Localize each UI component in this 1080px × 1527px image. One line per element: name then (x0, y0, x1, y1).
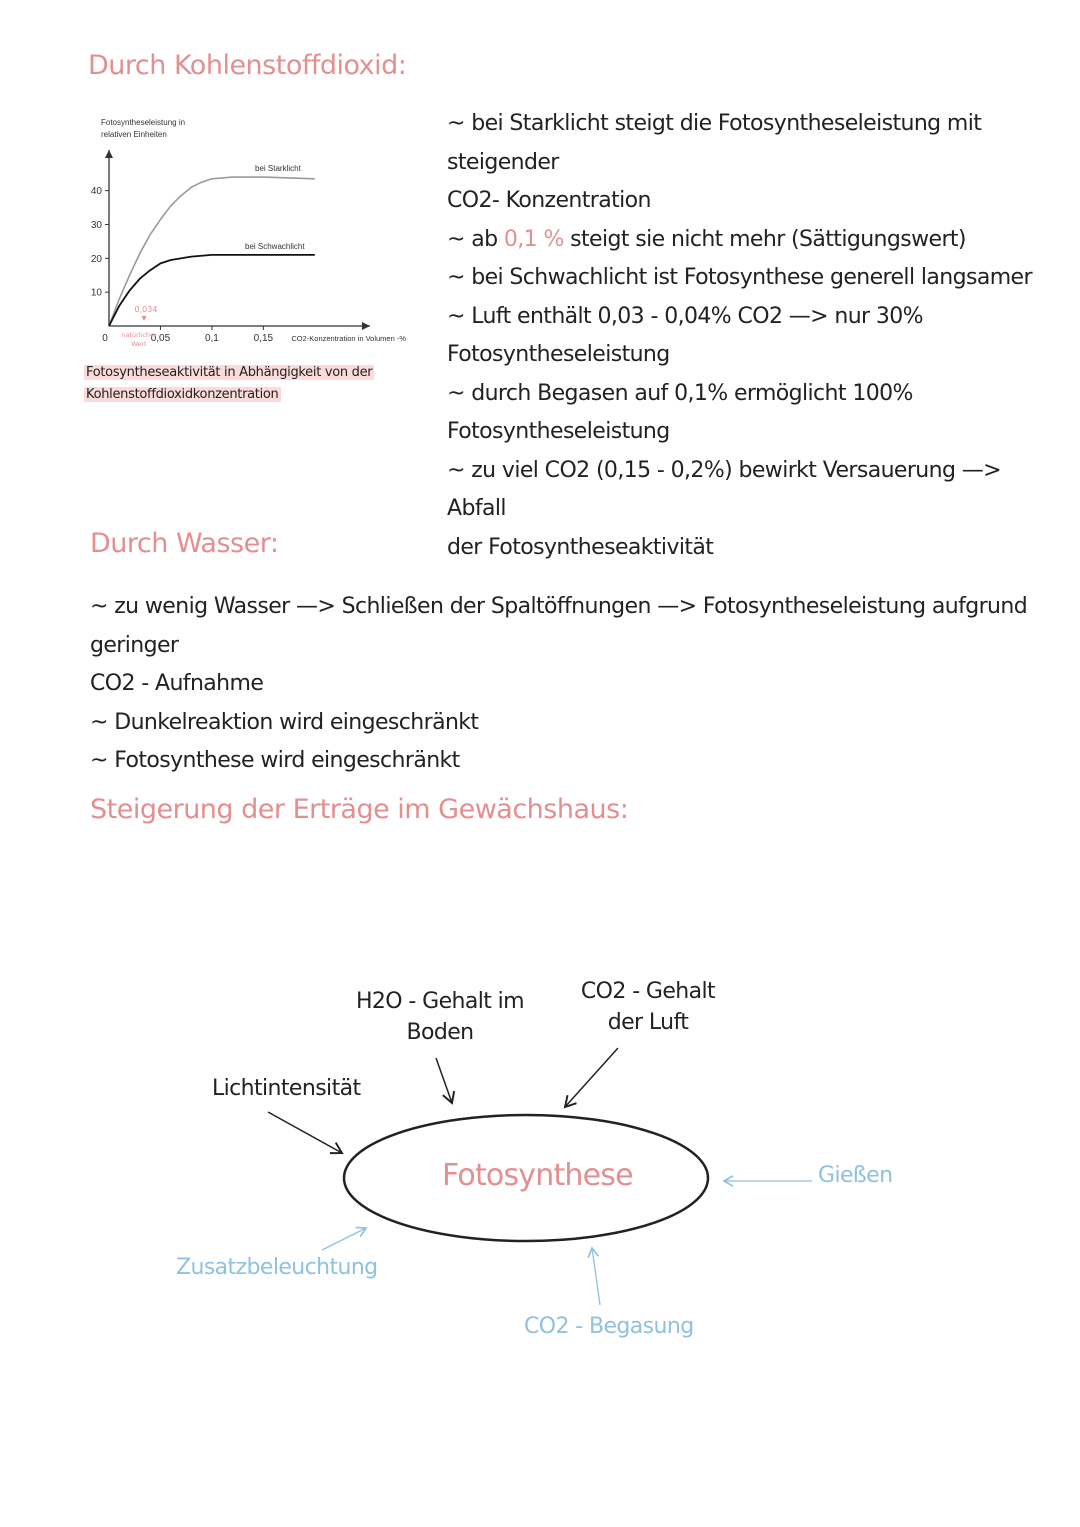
note-text: steigt sie nicht mehr (Sättigungswert) (563, 226, 966, 252)
note-line: CO2 - Aufnahme (90, 671, 264, 696)
chart-caption-line2: Kohlenstoffdioxidkonzentration (86, 387, 279, 402)
natural-value-sublabel: natürlicher (121, 331, 157, 339)
note-text: ~ ab (447, 226, 504, 252)
factor-water (350, 986, 530, 1048)
natural-value-label: 0,034 (134, 305, 158, 314)
chart-x-tick-label: 0 (102, 333, 108, 344)
saturation-value: 0,1 % (503, 226, 564, 252)
arrow-light (268, 1112, 342, 1153)
series-label: bei Starklicht (255, 163, 301, 173)
arrow-water (436, 1058, 452, 1103)
photosynthesis-label: Fotosynthese (442, 1158, 633, 1193)
chart-caption-line1: Fotosyntheseaktivität in Abhängigkeit von der (86, 365, 373, 380)
factor-co2-line1: CO2 - Gehalt (580, 979, 716, 1004)
arrow-co2-fumigation (592, 1248, 600, 1305)
note-line: CO2- Konzentration (447, 188, 651, 213)
note-line: ~ bei Schwachlicht ist Fotosynthese generell langsamer (447, 265, 1032, 290)
note-line: ~ zu viel CO2 (0,15 - 0,2%) bewirkt Versauerung —> Abfall (447, 457, 1001, 521)
series-label: bei Schwachlicht (245, 241, 305, 251)
heading-water: Durch Wasser: (90, 528, 279, 559)
chart-x-axis-label: CO2-Konzentration in Volumen -% (291, 334, 407, 343)
chart-y-tick-label: 30 (90, 219, 102, 231)
arrow-extra-light (322, 1228, 366, 1250)
chart-ylabel-line2: relativen Einheiten (101, 130, 167, 139)
chart-x-tick-label: 0,1 (204, 333, 219, 344)
natural-value-sublabel: Wert (131, 340, 147, 348)
chart-x-tick-label: 0,05 (150, 333, 171, 344)
chart-y-tick-label: 10 (90, 287, 102, 299)
factor-light: Lichtintensität (212, 1076, 361, 1101)
factor-co2-air (568, 976, 728, 1038)
measure-watering: Gießen (818, 1163, 893, 1188)
note-line: ~ Dunkelreaktion wird eingeschränkt (90, 709, 479, 735)
note-line: Fotosyntheseleistung (447, 419, 670, 444)
measure-extra-light: Zusatzbeleuchtung (176, 1255, 378, 1280)
chart-y-tick-label: 40 (90, 186, 102, 198)
note-line: ~ Luft enthält 0,03 - 0,04% CO2 —> nur 30% (447, 303, 923, 329)
note-line: ~ durch Begasen auf 0,1% ermöglicht 100% (447, 380, 913, 406)
arrow-co2-air (565, 1048, 618, 1107)
heading-greenhouse: Steigerung der Erträge im Gewächshaus: (90, 794, 629, 825)
factor-water-line2: Boden (406, 1020, 474, 1045)
chart-y-tick-label: 20 (90, 253, 102, 265)
factor-water-line1: H2O - Gehalt im (355, 989, 525, 1014)
factor-co2-line2: der Luft (607, 1010, 689, 1035)
note-line: ~ zu wenig Wasser —> Schließen der Spaltöffnungen —> Fotosyntheseleistung aufgrund geringer (90, 594, 1028, 658)
note-line: ~ bei Starklicht steigt die Fotosyntheseleistung mit steigender (447, 111, 982, 175)
heading-carbon-dioxide: Durch Kohlenstoffdioxid: (88, 50, 407, 81)
measure-co2-fumigation: CO2 - Begasung (524, 1314, 694, 1339)
note-line: Fotosyntheseleistung (447, 342, 670, 367)
note-line: ~ Fotosynthese wird eingeschränkt (90, 748, 460, 773)
chart-ylabel-line1: Fotosyntheseleistung in (101, 118, 186, 127)
note-line: der Fotosyntheseaktivität (447, 534, 714, 560)
chart-x-tick-label: 0,15 (253, 333, 274, 344)
